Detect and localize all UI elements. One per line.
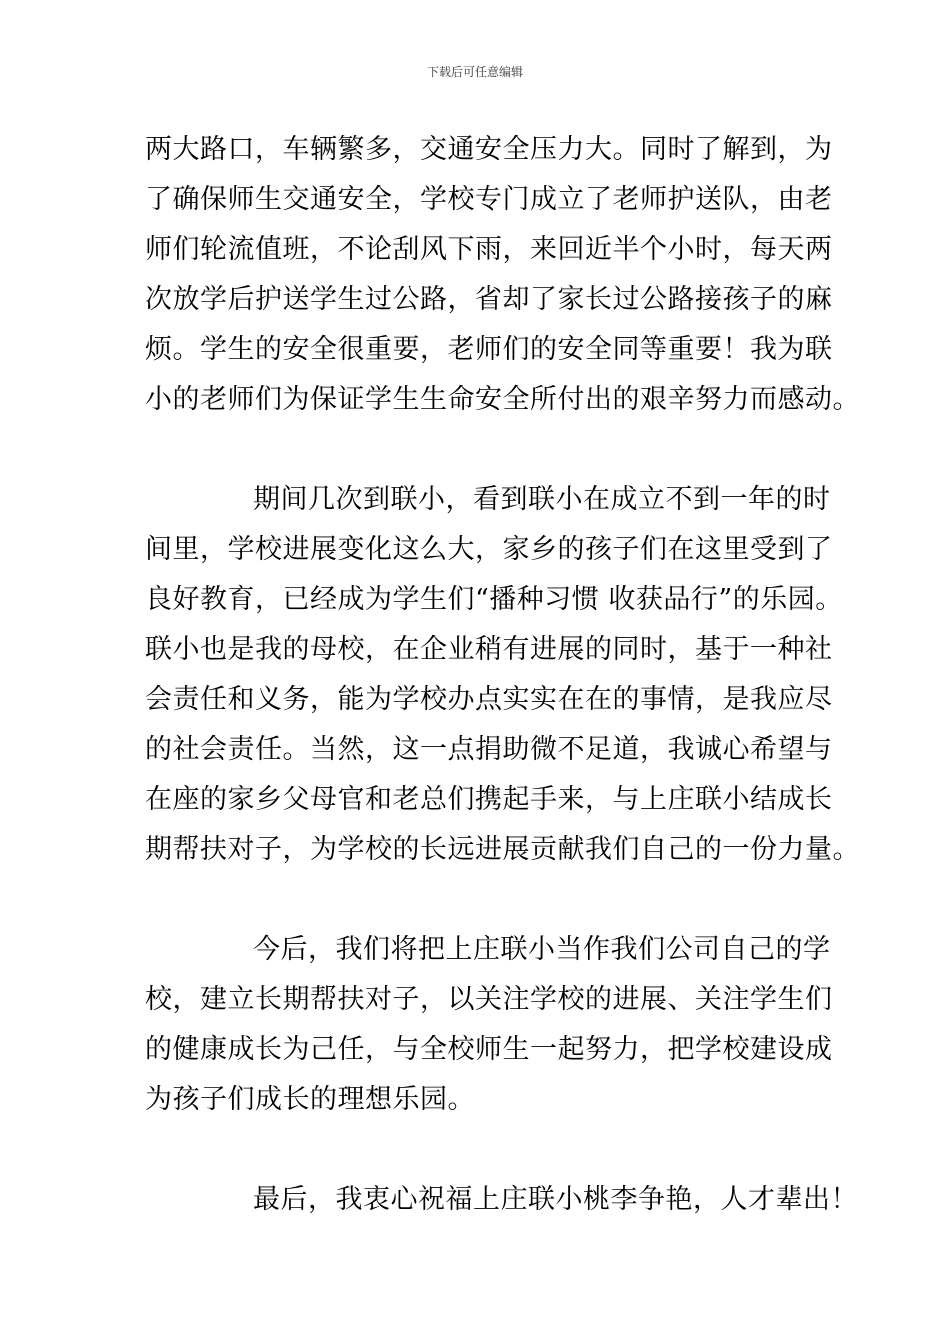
- paragraph-line: 师们轮流值班，不论刮风下雨，来回近半个小时，每天两: [145, 234, 833, 265]
- paragraph-1: [145, 125, 860, 425]
- paragraph-line: 的健康成长为己任，与全校师生一起努力，把学校建设成: [145, 1034, 833, 1065]
- paragraph-line: 间里，学校进展变化这么大，家乡的孩子们在这里受到了: [145, 534, 833, 565]
- paragraph-line: 最后，我衷心祝福上庄联小桃李争艳，人才辈出！: [253, 1184, 858, 1215]
- paragraph-line: 为孩子们成长的理想乐园。: [145, 1084, 475, 1115]
- paragraph-2: [145, 475, 860, 875]
- paragraph-4: [145, 1175, 858, 1225]
- paragraph-spacer: [145, 425, 835, 475]
- paragraph-line: 期帮扶对子，为学校的长远进展贡献我们自己的一份力量。: [145, 834, 860, 865]
- paragraph-spacer: [145, 1125, 835, 1175]
- paragraph-line: 了确保师生交通安全，学校专门成立了老师护送队，由老: [145, 184, 833, 215]
- paragraph-line: 期间几次到联小，看到联小在成立不到一年的时: [253, 484, 831, 515]
- paragraph-line: 两大路口，车辆繁多，交通安全压力大。同时了解到，为: [145, 134, 833, 165]
- paragraph-line: 会责任和义务，能为学校办点实实在在的事情，是我应尽: [145, 684, 833, 715]
- paragraph-line: 烦。学生的安全很重要，老师们的安全同等重要！我为联: [145, 334, 833, 365]
- page-header: 下载后可任意编辑: [426, 65, 523, 79]
- paragraph-line: 的社会责任。当然，这一点捐助微不足道，我诚心希望与: [145, 734, 833, 765]
- document-body: [145, 125, 860, 1225]
- paragraph-line: 小的老师们为保证学生生命安全所付出的艰辛努力而感动。: [145, 384, 860, 415]
- paragraph-line: 在座的家乡父母官和老总们携起手来，与上庄联小结成长: [145, 784, 833, 815]
- paragraph-line: 校，建立长期帮扶对子，以关注学校的进展、关注学生们: [145, 984, 833, 1015]
- paragraph-line: 今后，我们将把上庄联小当作我们公司自己的学: [253, 934, 831, 965]
- paragraph-line: 次放学后护送学生过公路，省却了家长过公路接孩子的麻: [145, 284, 833, 315]
- paragraph-spacer: [145, 875, 835, 925]
- paragraph-line: 联小也是我的母校，在企业稍有进展的同时，基于一种社: [145, 634, 833, 665]
- paragraph-line: 良好教育，已经成为学生们“播种习惯 收获品行”的乐园。: [145, 584, 843, 615]
- paragraph-3: [145, 925, 835, 1125]
